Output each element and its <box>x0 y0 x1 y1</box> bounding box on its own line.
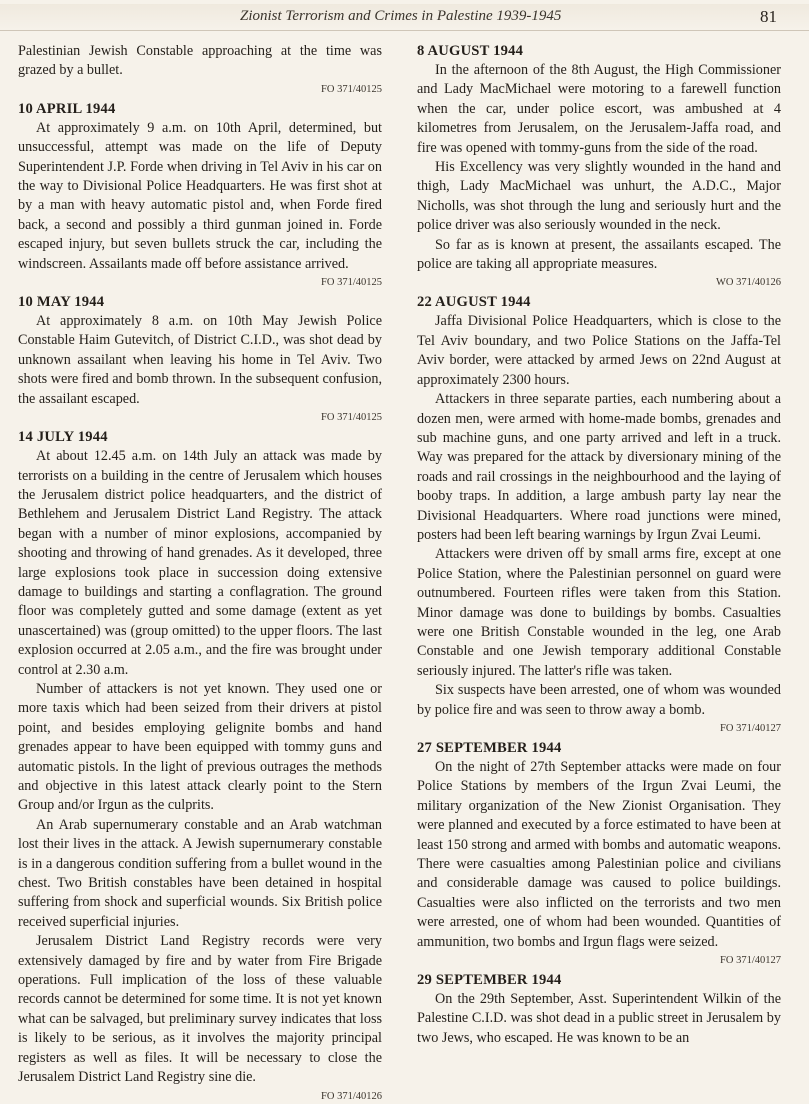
paragraph: So far as is known at present, the assailants escaped. The police are taking all appropriate measures. <box>417 236 781 273</box>
section-heading-22-august-1944: 22 AUGUST 1944 <box>417 294 531 311</box>
running-title: Zionist Terrorism and Crimes in Palestine 1939-1945 <box>240 8 562 24</box>
paragraph: Jaffa Divisional Police Headquarters, which is close to the Tel Aviv boundary, and two Police Stations on the Jaffa-Tel Aviv border, were attacked by armed Jews on 22nd August at approximately 2300 hours. <box>417 313 781 388</box>
archive-reference: FO 371/40125 <box>321 83 382 95</box>
paragraph: Number of attackers is not yet known. They used one or more taxis which had been seized from their drivers at pistol point, and besides employing gelignite bombs and hand grenades appear to have been equipped with tommy guns and automatic pistols. In the light of previous outrages the methods and objective in this latest attack clearly point to the Stern Group and/or Irgun as the culprits. <box>18 680 382 814</box>
paragraph: His Excellency was very slightly wounded in the hand and thigh, Lady MacMichael was unhurt, the A.D.C., Major Nicholls, was shot through the lung and seriously hurt and the police driver was also seriously wounded in the neck. <box>417 159 781 234</box>
paragraph: On the night of 27th September attacks were made on four Police Stations by members of the Irgun Zvai Leumi, the military organization of the New Zionist Organisation. They were planned and executed by a force estimated to have been at least 150 strong and armed with bombs and automatic weapons. There were casualties among Palestinian police and civilians and considerable damage was caused to police buildings. Casualties were also inflicted on the terrorists and two men were arrested, one of whom had been wounded. Quantities of ammunition, two bombs and Irgun flags were seized. <box>417 759 781 950</box>
paragraph: Six suspects have been arrested, one of whom was wounded by police fire and was seen to throw away a bomb. <box>417 682 781 718</box>
paragraph: Attackers were driven off by small arms fire, except at one Police Station, where the Palestinian personnel on guard were outnumbered. Fourteen rifles were taken from this Station. Minor damage was done to buildings by bombs. Casualties were one British Constable wounded in the leg, one Arab Constable and one Jewish temporary additional Constable seriously injured. The latter's rifle was taken. <box>417 546 781 679</box>
archive-reference: WO 371/40126 <box>715 277 781 289</box>
section-heading-14-july-1944: 14 JULY 1944 <box>18 429 108 446</box>
section-heading-10-april-1944: 10 APRIL 1944 <box>18 100 116 117</box>
paragraph: On the 29th September, Asst. Superintendent Wilkin of the Palestine C.I.D. was shot dead in a public street in Jerusalem by two Jews, who escaped. He was known to be an <box>417 991 781 1046</box>
archive-reference: FO 371/40125 <box>321 412 382 424</box>
intro-paragraph: Palestinian Jewish Constable approaching at the time was grazed by a bullet. <box>18 43 382 79</box>
paragraph: Jerusalem District Land Registry records were very extensively damaged by fire and by water from Fire Brigade operations. Full implication of the loss of these valuable records cannot be determined for some time. It is not yet known what can be salvaged, but preliminary survey indicates that loss is likely to be serious, as it involves the majority principal registers as well as files. It will be necessary to close the Jerusalem District Land Registry sine die. <box>18 933 382 1086</box>
archive-reference: FO 371/40125 <box>321 277 382 289</box>
paragraph: An Arab supernumerary constable and an Arab watchman lost their lives in the attack. A Jewish supernumerary constable is in a dangerous condition suffering from a bullet wound in the chest. Two British constables have been detained in hospital suffering from shock and superficial wounds. Six British police received superficial injuries. <box>18 816 382 930</box>
paragraph: At approximately 8 a.m. on 10th May Jewish Police Constable Haim Gutevitch, of District C.I.D., was shot dead by unknown assailant when leaving his home in Tel Aviv. Two shots were fired and bomb thrown. In the subsequent confusion, the assailant escaped. <box>18 313 382 407</box>
archive-reference: FO 371/40127 <box>720 723 781 734</box>
section-heading-10-may-1944: 10 MAY 1944 <box>18 294 105 311</box>
left-column <box>18 42 382 1104</box>
archive-reference: FO 371/40127 <box>720 955 781 967</box>
page-number: 81 <box>760 7 777 26</box>
paragraph: At about 12.45 a.m. on 14th July an attack was made by terrorists on a building in the centre of Jerusalem which houses the Jerusalem district police headquarters, and the district of Bethlehem and Jerusalem District Land Registry. The attack began with a number of minor explosions, accompanied by shooting and throwing of hand grenades. As it developed, three large explosions took place in succession doing extensive damage to buildings and starting a conflagration. The ground floor was completely gutted and some damage (extent as yet unascertained) was (group omitted) to the upper floors. The last explosion occurred at 2.05 a.m., and the fire was brought under control at 2.30 a.m. <box>18 448 382 678</box>
section-heading-8-august-1944: 8 AUGUST 1944 <box>417 43 524 59</box>
paragraph: At approximately 9 a.m. on 10th April, determined, but unsuccessful, attempt was made on the life of Deputy Superintendent J.P. Forde when driving in Tel Aviv in his car on the way to Divisional Police Headquarters. He was first shot at by a man with heavy automatic pistol and, when Forde fired back, a second and possibly a third gunman joined in. Forde escaped injury, but seven bullets struck the car, including the windscreen. Assailants made off before assistance arrived. <box>18 119 382 272</box>
paragraph: In the afternoon of the 8th August, the High Commissioner and Lady MacMichael were motoring to a farewell function when the car, under police escort, was ambushed at 4 kilometres from Jerusalem, on the Jerusalem-Jaffa road, and fire was opened with tommy-guns from the side of the road. <box>417 62 781 156</box>
page-header <box>0 4 809 31</box>
archive-reference: FO 371/40126 <box>321 1090 382 1102</box>
paragraph: Attackers in three separate parties, each numbering about a dozen men, were armed with home-made bombs, grenades and sub machine guns, and one party arrived and left in a truck. Way was prepared for the attack by diversionary mining of the roads and rail crossings in the neighbourhood and the laying of booby traps. In addition, a large ambush party lay near the Divisional Headquarters. Where road junctions were mined, posters had been left bearing warnings by Irgun Zvai Leumi. <box>417 391 781 543</box>
section-heading-29-september-1944: 29 SEPTEMBER 1944 <box>417 972 562 989</box>
section-heading-27-september-1944: 27 SEPTEMBER 1944 <box>417 740 562 756</box>
right-column <box>417 42 781 1048</box>
